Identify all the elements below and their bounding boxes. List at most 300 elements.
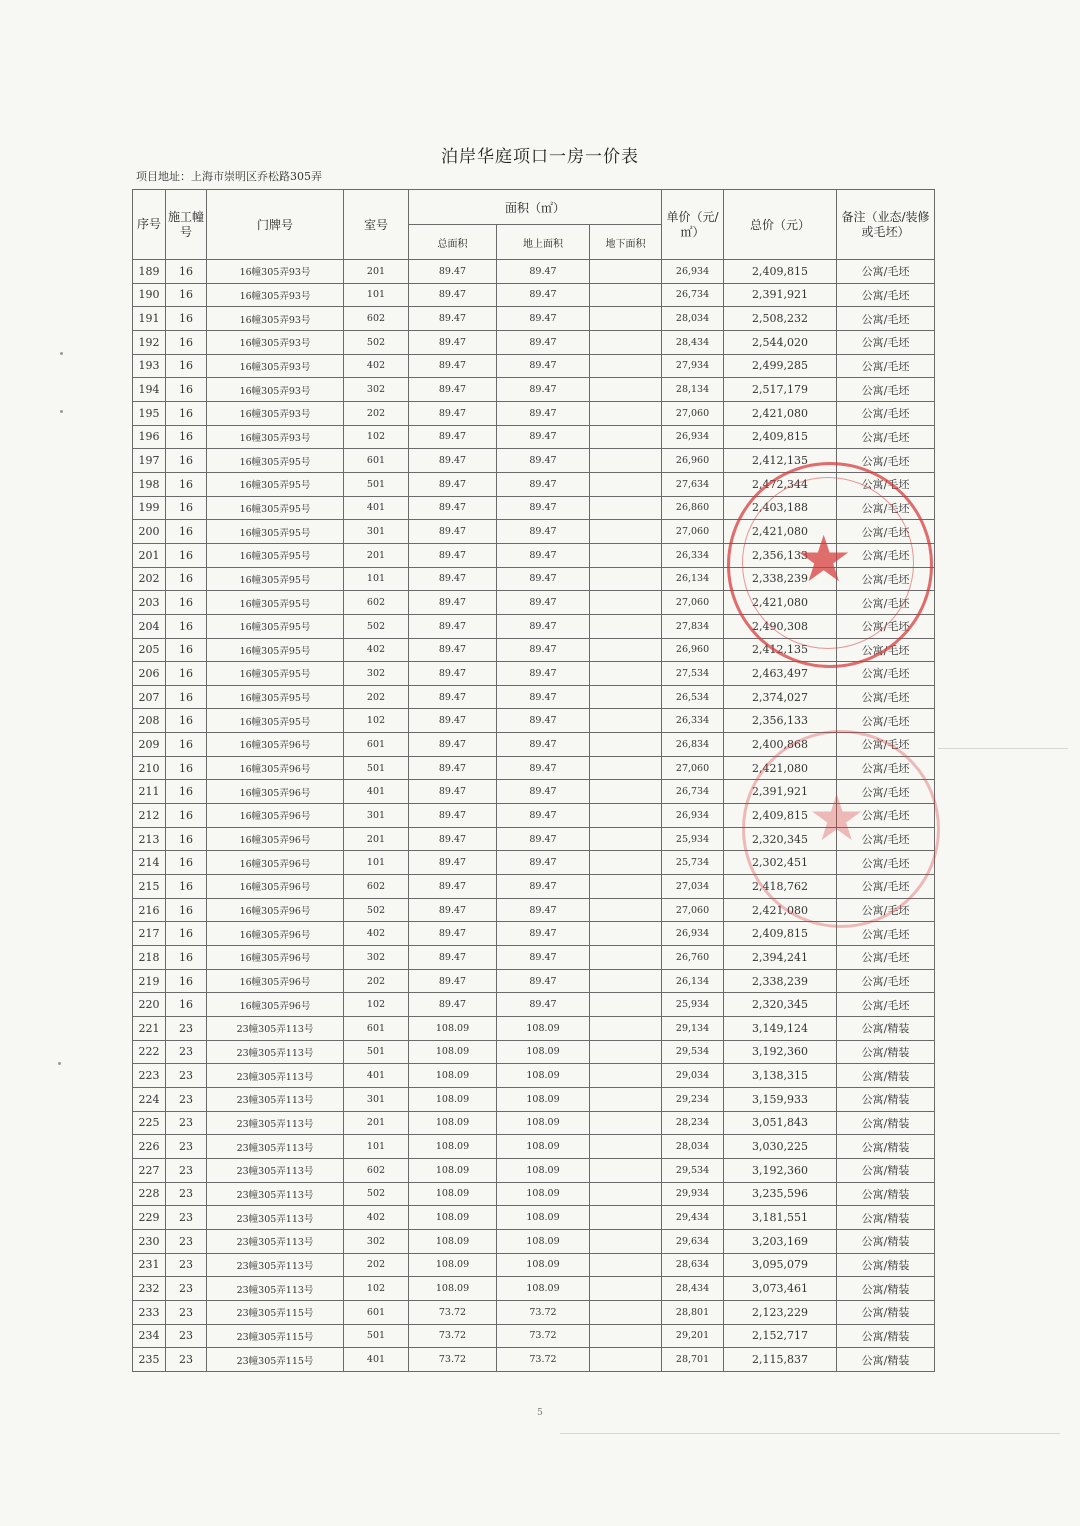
scan-dot — [60, 410, 63, 413]
cell-above-area: 108.09 — [497, 1135, 590, 1159]
cell-seq: 234 — [133, 1324, 166, 1348]
cell-total-price: 2,320,345 — [724, 827, 837, 851]
cell-total-price: 2,400,868 — [724, 733, 837, 757]
table-row — [133, 1040, 935, 1064]
cell-address: 23幢305弄113号 — [207, 1017, 344, 1041]
cell-total-price: 2,517,179 — [724, 378, 837, 402]
cell-room: 101 — [344, 851, 409, 875]
table-row — [133, 851, 935, 875]
cell-below-area — [590, 354, 662, 378]
cell-below-area — [590, 804, 662, 828]
cell-above-area: 108.09 — [497, 1064, 590, 1088]
cell-address: 16幢305弄96号 — [207, 756, 344, 780]
table-row — [133, 1324, 935, 1348]
cell-above-area: 108.09 — [497, 1158, 590, 1182]
table-row — [133, 307, 935, 331]
cell-room: 401 — [344, 496, 409, 520]
cell-above-area: 89.47 — [497, 827, 590, 851]
cell-total-price: 3,138,315 — [724, 1064, 837, 1088]
cell-address: 23幢305弄113号 — [207, 1158, 344, 1182]
header-building: 施工幢号 — [166, 190, 207, 260]
cell-seq: 199 — [133, 496, 166, 520]
cell-above-area: 89.47 — [497, 709, 590, 733]
cell-seq: 231 — [133, 1253, 166, 1277]
scan-artifact-line — [938, 748, 1068, 749]
cell-room: 501 — [344, 472, 409, 496]
cell-total-price: 3,095,079 — [724, 1253, 837, 1277]
cell-building: 16 — [166, 614, 207, 638]
table-row — [133, 472, 935, 496]
table-row — [133, 969, 935, 993]
cell-note: 公寓/毛坯 — [837, 898, 935, 922]
cell-above-area: 89.47 — [497, 496, 590, 520]
cell-address: 16幢305弄95号 — [207, 614, 344, 638]
cell-note: 公寓/毛坯 — [837, 614, 935, 638]
cell-above-area: 108.09 — [497, 1229, 590, 1253]
cell-total-area: 108.09 — [409, 1064, 497, 1088]
cell-room: 502 — [344, 898, 409, 922]
cell-total-area: 89.47 — [409, 898, 497, 922]
cell-note: 公寓/精装 — [837, 1064, 935, 1088]
cell-total-price: 2,412,135 — [724, 449, 837, 473]
cell-unit-price: 26,934 — [662, 425, 724, 449]
cell-unit-price: 26,334 — [662, 543, 724, 567]
table-row — [133, 1300, 935, 1324]
table-row — [133, 496, 935, 520]
cell-room: 602 — [344, 875, 409, 899]
cell-below-area — [590, 567, 662, 591]
cell-unit-price: 28,434 — [662, 1277, 724, 1301]
header-total-price: 总价（元） — [724, 190, 837, 260]
cell-total-area: 89.47 — [409, 733, 497, 757]
cell-address: 16幢305弄93号 — [207, 260, 344, 284]
cell-total-price: 2,409,815 — [724, 260, 837, 284]
cell-address: 16幢305弄96号 — [207, 993, 344, 1017]
cell-note: 公寓/毛坯 — [837, 733, 935, 757]
table-row — [133, 1064, 935, 1088]
cell-address: 23幢305弄113号 — [207, 1206, 344, 1230]
cell-below-area — [590, 1206, 662, 1230]
cell-total-price: 2,123,229 — [724, 1300, 837, 1324]
cell-address: 23幢305弄113号 — [207, 1040, 344, 1064]
cell-unit-price: 28,701 — [662, 1348, 724, 1372]
cell-unit-price: 29,134 — [662, 1017, 724, 1041]
cell-note: 公寓/毛坯 — [837, 875, 935, 899]
cell-building: 16 — [166, 898, 207, 922]
scan-dot — [60, 352, 63, 355]
cell-unit-price: 28,034 — [662, 307, 724, 331]
cell-total-area: 108.09 — [409, 1182, 497, 1206]
table-row — [133, 827, 935, 851]
cell-below-area — [590, 638, 662, 662]
cell-address: 16幢305弄95号 — [207, 591, 344, 615]
table-row — [133, 756, 935, 780]
cell-building: 23 — [166, 1229, 207, 1253]
cell-building: 23 — [166, 1087, 207, 1111]
table-row — [133, 260, 935, 284]
cell-above-area: 89.47 — [497, 354, 590, 378]
cell-unit-price: 26,134 — [662, 969, 724, 993]
cell-room: 601 — [344, 449, 409, 473]
cell-below-area — [590, 898, 662, 922]
cell-below-area — [590, 1229, 662, 1253]
cell-below-area — [590, 520, 662, 544]
cell-room: 602 — [344, 307, 409, 331]
header-room: 室号 — [344, 190, 409, 260]
cell-note: 公寓/精装 — [837, 1135, 935, 1159]
cell-total-area: 89.47 — [409, 662, 497, 686]
cell-above-area: 89.47 — [497, 756, 590, 780]
cell-address: 16幢305弄96号 — [207, 946, 344, 970]
cell-unit-price: 25,934 — [662, 827, 724, 851]
table-row — [133, 354, 935, 378]
cell-unit-price: 27,634 — [662, 472, 724, 496]
cell-above-area: 73.72 — [497, 1300, 590, 1324]
cell-total-area: 89.47 — [409, 378, 497, 402]
cell-room: 502 — [344, 1182, 409, 1206]
cell-total-area: 108.09 — [409, 1135, 497, 1159]
cell-address: 16幢305弄96号 — [207, 851, 344, 875]
cell-total-price: 3,159,933 — [724, 1087, 837, 1111]
table-body — [133, 260, 935, 1372]
cell-total-area: 89.47 — [409, 496, 497, 520]
cell-total-price: 3,030,225 — [724, 1135, 837, 1159]
cell-total-price: 3,149,124 — [724, 1017, 837, 1041]
cell-total-price: 3,051,843 — [724, 1111, 837, 1135]
cell-total-area: 108.09 — [409, 1253, 497, 1277]
cell-room: 102 — [344, 993, 409, 1017]
cell-above-area: 89.47 — [497, 425, 590, 449]
cell-below-area — [590, 993, 662, 1017]
cell-below-area — [590, 733, 662, 757]
cell-room: 601 — [344, 1017, 409, 1041]
cell-room: 202 — [344, 1253, 409, 1277]
cell-unit-price: 25,734 — [662, 851, 724, 875]
cell-address: 23幢305弄113号 — [207, 1064, 344, 1088]
cell-unit-price: 29,434 — [662, 1206, 724, 1230]
cell-note: 公寓/毛坯 — [837, 283, 935, 307]
table-row — [133, 1253, 935, 1277]
cell-above-area: 89.47 — [497, 449, 590, 473]
cell-note: 公寓/毛坯 — [837, 591, 935, 615]
cell-note: 公寓/毛坯 — [837, 804, 935, 828]
cell-note: 公寓/毛坯 — [837, 709, 935, 733]
cell-note: 公寓/毛坯 — [837, 449, 935, 473]
table-row — [133, 520, 935, 544]
cell-building: 16 — [166, 425, 207, 449]
cell-below-area — [590, 1087, 662, 1111]
cell-total-price: 2,338,239 — [724, 567, 837, 591]
cell-total-area: 89.47 — [409, 685, 497, 709]
cell-address: 16幢305弄93号 — [207, 283, 344, 307]
cell-note: 公寓/精装 — [837, 1324, 935, 1348]
table-row — [133, 804, 935, 828]
cell-total-price: 2,391,921 — [724, 780, 837, 804]
cell-seq: 189 — [133, 260, 166, 284]
cell-building: 16 — [166, 638, 207, 662]
cell-seq: 205 — [133, 638, 166, 662]
cell-note: 公寓/精装 — [837, 1300, 935, 1324]
cell-seq: 210 — [133, 756, 166, 780]
cell-unit-price: 28,801 — [662, 1300, 724, 1324]
cell-below-area — [590, 1111, 662, 1135]
table-row — [133, 425, 935, 449]
cell-address: 23幢305弄115号 — [207, 1348, 344, 1372]
cell-seq: 192 — [133, 330, 166, 354]
cell-total-price: 2,412,135 — [724, 638, 837, 662]
cell-building: 23 — [166, 1348, 207, 1372]
cell-above-area: 89.47 — [497, 685, 590, 709]
table-row — [133, 1182, 935, 1206]
cell-total-price: 2,115,837 — [724, 1348, 837, 1372]
cell-seq: 193 — [133, 354, 166, 378]
cell-total-price: 3,181,551 — [724, 1206, 837, 1230]
cell-address: 16幢305弄95号 — [207, 638, 344, 662]
cell-total-price: 3,073,461 — [724, 1277, 837, 1301]
cell-above-area: 108.09 — [497, 1277, 590, 1301]
cell-room: 101 — [344, 283, 409, 307]
cell-total-price: 2,320,345 — [724, 993, 837, 1017]
cell-room: 202 — [344, 401, 409, 425]
cell-unit-price: 28,234 — [662, 1111, 724, 1135]
cell-seq: 235 — [133, 1348, 166, 1372]
cell-total-area: 73.72 — [409, 1348, 497, 1372]
cell-address: 16幢305弄95号 — [207, 662, 344, 686]
seal-star-icon: ★ — [795, 523, 853, 597]
cell-address: 16幢305弄93号 — [207, 330, 344, 354]
cell-note: 公寓/毛坯 — [837, 330, 935, 354]
cell-building: 16 — [166, 875, 207, 899]
header-seq: 序号 — [133, 190, 166, 260]
cell-total-area: 89.47 — [409, 260, 497, 284]
cell-room: 201 — [344, 260, 409, 284]
cell-unit-price: 26,760 — [662, 946, 724, 970]
cell-note: 公寓/精装 — [837, 1348, 935, 1372]
table-row — [133, 401, 935, 425]
header-note: 备注（业态/装修或毛坯） — [837, 190, 935, 260]
cell-total-area: 108.09 — [409, 1206, 497, 1230]
cell-below-area — [590, 1348, 662, 1372]
cell-total-price: 2,421,080 — [724, 591, 837, 615]
cell-total-area: 89.47 — [409, 401, 497, 425]
cell-total-area: 89.47 — [409, 709, 497, 733]
table-row — [133, 922, 935, 946]
cell-seq: 218 — [133, 946, 166, 970]
cell-unit-price: 27,060 — [662, 898, 724, 922]
cell-note: 公寓/毛坯 — [837, 780, 935, 804]
cell-room: 301 — [344, 520, 409, 544]
cell-seq: 197 — [133, 449, 166, 473]
cell-note: 公寓/毛坯 — [837, 401, 935, 425]
cell-note: 公寓/毛坯 — [837, 685, 935, 709]
cell-total-area: 89.47 — [409, 804, 497, 828]
cell-building: 23 — [166, 1158, 207, 1182]
cell-seq: 232 — [133, 1277, 166, 1301]
cell-unit-price: 26,334 — [662, 709, 724, 733]
cell-address: 16幢305弄95号 — [207, 543, 344, 567]
cell-building: 23 — [166, 1182, 207, 1206]
cell-below-area — [590, 307, 662, 331]
cell-above-area: 73.72 — [497, 1324, 590, 1348]
cell-total-area: 89.47 — [409, 922, 497, 946]
cell-unit-price: 27,934 — [662, 354, 724, 378]
cell-unit-price: 28,434 — [662, 330, 724, 354]
cell-total-price: 2,463,497 — [724, 662, 837, 686]
cell-total-price: 2,409,815 — [724, 922, 837, 946]
cell-total-area: 89.47 — [409, 756, 497, 780]
cell-seq: 226 — [133, 1135, 166, 1159]
cell-seq: 230 — [133, 1229, 166, 1253]
cell-below-area — [590, 283, 662, 307]
cell-total-area: 89.47 — [409, 614, 497, 638]
cell-above-area: 89.47 — [497, 946, 590, 970]
cell-below-area — [590, 496, 662, 520]
cell-room: 202 — [344, 969, 409, 993]
cell-room: 302 — [344, 378, 409, 402]
cell-unit-price: 28,134 — [662, 378, 724, 402]
cell-room: 602 — [344, 591, 409, 615]
cell-above-area: 89.47 — [497, 804, 590, 828]
cell-total-area: 73.72 — [409, 1300, 497, 1324]
cell-address: 16幢305弄93号 — [207, 401, 344, 425]
cell-unit-price: 26,934 — [662, 804, 724, 828]
cell-note: 公寓/毛坯 — [837, 567, 935, 591]
cell-above-area: 89.47 — [497, 543, 590, 567]
cell-total-area: 108.09 — [409, 1277, 497, 1301]
cell-above-area: 108.09 — [497, 1111, 590, 1135]
cell-seq: 209 — [133, 733, 166, 757]
cell-below-area — [590, 685, 662, 709]
cell-address: 16幢305弄93号 — [207, 378, 344, 402]
cell-seq: 208 — [133, 709, 166, 733]
table-row — [133, 591, 935, 615]
cell-note: 公寓/毛坯 — [837, 472, 935, 496]
cell-note: 公寓/精装 — [837, 1158, 935, 1182]
cell-building: 16 — [166, 756, 207, 780]
cell-building: 16 — [166, 496, 207, 520]
cell-address: 16幢305弄96号 — [207, 780, 344, 804]
cell-above-area: 89.47 — [497, 993, 590, 1017]
cell-address: 16幢305弄96号 — [207, 969, 344, 993]
cell-above-area: 89.47 — [497, 851, 590, 875]
cell-room: 501 — [344, 1324, 409, 1348]
table-row — [133, 638, 935, 662]
cell-total-price: 2,472,344 — [724, 472, 837, 496]
cell-unit-price: 26,734 — [662, 780, 724, 804]
cell-total-area: 89.47 — [409, 520, 497, 544]
table-row — [133, 378, 935, 402]
cell-building: 23 — [166, 1300, 207, 1324]
cell-note: 公寓/精装 — [837, 1087, 935, 1111]
cell-seq: 200 — [133, 520, 166, 544]
cell-unit-price: 29,634 — [662, 1229, 724, 1253]
cell-unit-price: 27,060 — [662, 401, 724, 425]
cell-unit-price: 27,834 — [662, 614, 724, 638]
cell-seq: 216 — [133, 898, 166, 922]
cell-total-area: 89.47 — [409, 283, 497, 307]
cell-note: 公寓/毛坯 — [837, 425, 935, 449]
table-row — [133, 543, 935, 567]
cell-room: 401 — [344, 1064, 409, 1088]
cell-room: 602 — [344, 1158, 409, 1182]
cell-total-area: 89.47 — [409, 780, 497, 804]
cell-note: 公寓/毛坯 — [837, 946, 935, 970]
cell-above-area: 89.47 — [497, 875, 590, 899]
page-number: 5 — [537, 1408, 543, 1418]
table-row — [133, 780, 935, 804]
cell-below-area — [590, 1040, 662, 1064]
cell-building: 16 — [166, 472, 207, 496]
cell-seq: 224 — [133, 1087, 166, 1111]
cell-seq: 204 — [133, 614, 166, 638]
cell-total-area: 89.47 — [409, 969, 497, 993]
cell-note: 公寓/精装 — [837, 1111, 935, 1135]
cell-unit-price: 29,234 — [662, 1087, 724, 1111]
table-row — [133, 662, 935, 686]
cell-room: 601 — [344, 1300, 409, 1324]
header-total-area: 总面积 — [409, 225, 497, 260]
cell-above-area: 89.47 — [497, 567, 590, 591]
cell-room: 201 — [344, 1111, 409, 1135]
cell-building: 23 — [166, 1324, 207, 1348]
cell-room: 402 — [344, 1206, 409, 1230]
cell-building: 16 — [166, 804, 207, 828]
cell-note: 公寓/毛坯 — [837, 260, 935, 284]
cell-note: 公寓/精装 — [837, 1040, 935, 1064]
cell-unit-price: 26,860 — [662, 496, 724, 520]
cell-seq: 190 — [133, 283, 166, 307]
cell-address: 16幢305弄96号 — [207, 898, 344, 922]
cell-seq: 223 — [133, 1064, 166, 1088]
cell-address: 23幢305弄113号 — [207, 1111, 344, 1135]
cell-above-area: 89.47 — [497, 662, 590, 686]
cell-total-area: 89.47 — [409, 449, 497, 473]
cell-below-area — [590, 591, 662, 615]
cell-total-area: 108.09 — [409, 1158, 497, 1182]
cell-unit-price: 26,960 — [662, 449, 724, 473]
cell-building: 16 — [166, 946, 207, 970]
table-row — [133, 1087, 935, 1111]
project-address: 项目地址：上海市崇明区乔松路305弄 — [136, 170, 322, 183]
cell-building: 16 — [166, 851, 207, 875]
cell-building: 16 — [166, 709, 207, 733]
table-row — [133, 685, 935, 709]
table-row — [133, 330, 935, 354]
cell-note: 公寓/毛坯 — [837, 496, 935, 520]
cell-note: 公寓/精装 — [837, 1182, 935, 1206]
cell-total-area: 89.47 — [409, 993, 497, 1017]
cell-unit-price: 29,534 — [662, 1040, 724, 1064]
table-row — [133, 567, 935, 591]
cell-total-price: 2,499,285 — [724, 354, 837, 378]
cell-below-area — [590, 472, 662, 496]
cell-unit-price: 26,834 — [662, 733, 724, 757]
cell-note: 公寓/毛坯 — [837, 662, 935, 686]
cell-seq: 196 — [133, 425, 166, 449]
cell-above-area: 89.47 — [497, 780, 590, 804]
cell-above-area: 89.47 — [497, 283, 590, 307]
cell-total-area: 89.47 — [409, 591, 497, 615]
cell-seq: 194 — [133, 378, 166, 402]
cell-total-area: 108.09 — [409, 1087, 497, 1111]
cell-building: 16 — [166, 378, 207, 402]
cell-note: 公寓/毛坯 — [837, 307, 935, 331]
cell-unit-price: 26,960 — [662, 638, 724, 662]
table-row — [133, 993, 935, 1017]
cell-room: 201 — [344, 827, 409, 851]
cell-below-area — [590, 614, 662, 638]
cell-total-area: 73.72 — [409, 1324, 497, 1348]
